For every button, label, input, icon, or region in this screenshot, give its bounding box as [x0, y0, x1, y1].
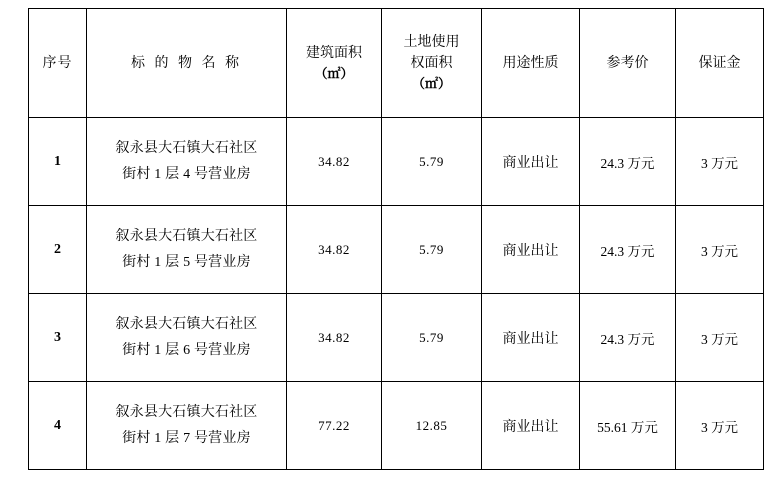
table-row: [29, 294, 764, 382]
cell-item-name-line2: 街村 1 层 7 号营业房: [122, 430, 251, 446]
cell-item-name: [87, 118, 287, 206]
table-header: [29, 9, 764, 118]
cell-sequence: 4: [29, 382, 87, 470]
cell-building-area: 34.82: [287, 294, 382, 382]
cell-land-area: 5.79: [382, 118, 482, 206]
cell-land-area: 5.79: [382, 206, 482, 294]
table-row: [29, 382, 764, 470]
column-header-reference-price: 参考价: [580, 9, 676, 118]
table-row: [29, 206, 764, 294]
cell-use-type: 商业出让: [482, 206, 580, 294]
cell-building-area: 77.22: [287, 382, 382, 470]
column-header-item-name: 标 的 物 名 称: [87, 9, 287, 118]
column-header-land-use-area-unit: （㎡）: [411, 76, 451, 92]
cell-deposit: 3 万元: [676, 118, 764, 206]
bid-items-table: [28, 8, 764, 470]
cell-item-name-line2: 街村 1 层 5 号营业房: [122, 254, 251, 270]
column-header-land-use-area: [382, 9, 482, 118]
column-header-building-area-unit: （㎡）: [314, 65, 354, 81]
cell-sequence: 2: [29, 206, 87, 294]
cell-land-area: 12.85: [382, 382, 482, 470]
column-header-deposit: 保证金: [676, 9, 764, 118]
cell-item-name-line1: 叙永县大石镇大石社区: [115, 316, 258, 332]
column-header-use-type: 用途性质: [482, 9, 580, 118]
column-header-sequence: 序号: [29, 9, 87, 118]
table-body: [29, 118, 764, 470]
cell-use-type: 商业出让: [482, 118, 580, 206]
cell-sequence: 3: [29, 294, 87, 382]
table-header-row: [29, 9, 764, 118]
column-header-building-area-label: 建筑面积: [306, 45, 362, 61]
cell-reference-price: 24.3 万元: [580, 294, 676, 382]
cell-use-type: 商业出让: [482, 294, 580, 382]
cell-item-name-line1: 叙永县大石镇大石社区: [115, 404, 258, 420]
cell-item-name: [87, 382, 287, 470]
cell-item-name-line1: 叙永县大石镇大石社区: [115, 228, 258, 244]
cell-item-name-line2: 街村 1 层 4 号营业房: [122, 166, 251, 182]
cell-item-name-line2: 街村 1 层 6 号营业房: [122, 342, 251, 358]
table-row: [29, 118, 764, 206]
cell-deposit: 3 万元: [676, 382, 764, 470]
column-header-land-use-area-label2: 权面积: [410, 56, 453, 72]
cell-building-area: 34.82: [287, 118, 382, 206]
cell-use-type: 商业出让: [482, 382, 580, 470]
cell-reference-price: 24.3 万元: [580, 118, 676, 206]
cell-reference-price: 24.3 万元: [580, 206, 676, 294]
column-header-building-area: [287, 9, 382, 118]
cell-deposit: 3 万元: [676, 206, 764, 294]
cell-item-name: [87, 294, 287, 382]
cell-sequence: 1: [29, 118, 87, 206]
cell-item-name: [87, 206, 287, 294]
cell-deposit: 3 万元: [676, 294, 764, 382]
column-header-land-use-area-label: 土地使用: [403, 35, 460, 51]
cell-building-area: 34.82: [287, 206, 382, 294]
cell-reference-price: 55.61 万元: [580, 382, 676, 470]
cell-land-area: 5.79: [382, 294, 482, 382]
cell-item-name-line1: 叙永县大石镇大石社区: [115, 140, 258, 156]
